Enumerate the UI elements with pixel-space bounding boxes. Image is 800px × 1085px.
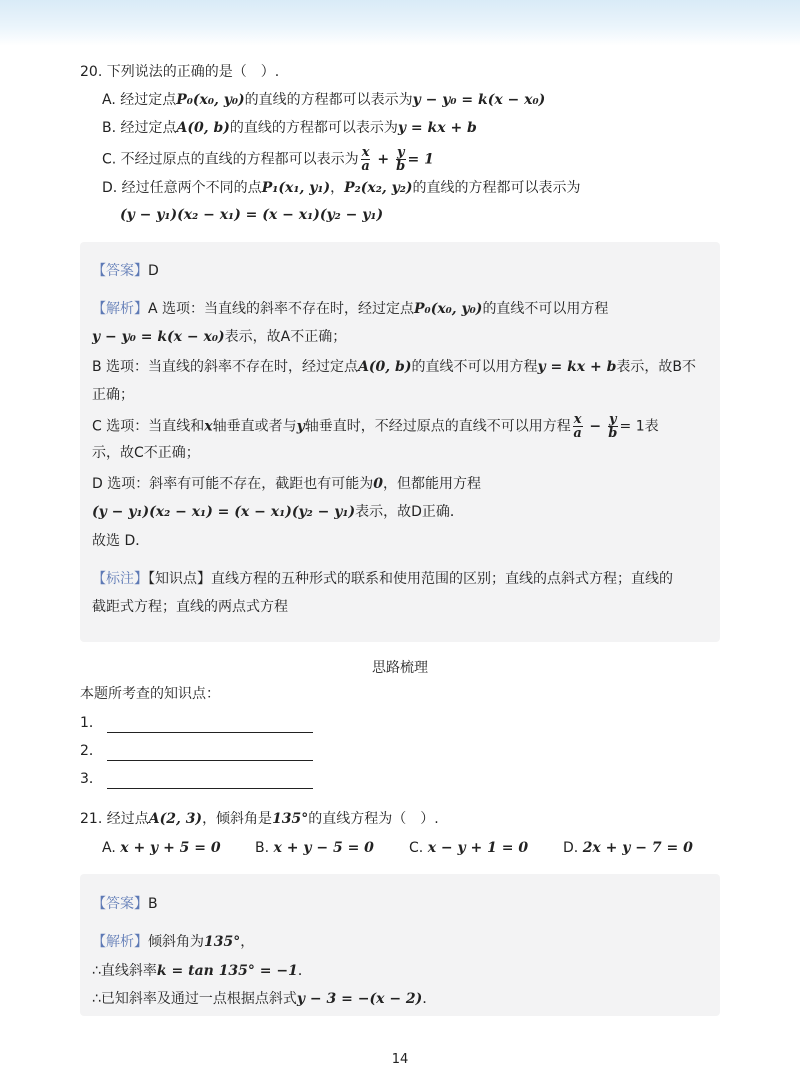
- q20-analysis-b-line2: 正确；: [92, 387, 134, 403]
- q20-conclusion: 故选 D．: [92, 533, 150, 549]
- q20-answer: 【答案】D: [92, 263, 159, 279]
- q21-analysis-line2: ∴直线斜率k = tan 135° = −1．: [92, 963, 312, 979]
- review-item-1: 1．: [80, 713, 313, 733]
- review-title: 思路梳理: [372, 660, 428, 676]
- q20-analysis-a-line1: 【解析】A 选项：当直线的斜率不存在时，经过定点P₀(x₀, y₀)的直线不可以用方程: [92, 301, 609, 317]
- q20-option-b: B. 经过定点A(0, b)的直线的方程都可以表示为y = kx + b: [102, 120, 477, 136]
- q20-analysis-c-line1: C 选项：当直线和x轴垂直或者与y轴垂直时，不经过原点的直线不可以用方程 $\frac{x}{a}$ − $\frac{y}{b}$ = 1表: [92, 412, 659, 441]
- q21-option-c: C. x − y + 1 = 0: [409, 840, 529, 856]
- fill-blank[interactable]: [107, 748, 313, 761]
- q20-note-line1: 【标注】【知识点】直线方程的五种形式的联系和使用范围的区别；直线的点斜式方程；直线的: [92, 571, 673, 587]
- q20-analysis-d-line2: (y − y₁)(x₂ − x₁) = (x − x₁)(y₂ − y₁)表示，故D正确．: [92, 504, 464, 520]
- review-item-2: 2．: [80, 741, 313, 761]
- q20-stem: 20. 下列说法的正确的是（ ）.: [80, 64, 280, 80]
- header-gradient-band: [0, 0, 800, 46]
- q21-option-b: B. x + y − 5 = 0: [255, 840, 374, 856]
- q21-option-d: D. 2x + y − 7 = 0: [563, 840, 693, 856]
- q20-option-d: D. 经过任意两个不同的点P₁(x₁, y₁)，P₂(x₂, y₂)的直线的方程都可以表示为: [102, 180, 581, 196]
- q20-note-line2: 截距式方程；直线的两点式方程: [92, 599, 288, 615]
- q21-analysis-line3: ∴已知斜率及通过一点根据点斜式y − 3 = −(x − 2)．: [92, 991, 437, 1007]
- page-number: 14: [391, 1052, 409, 1067]
- q20-option-d-equation: (y − y₁)(x₂ − x₁) = (x − x₁)(y₂ − y₁): [120, 207, 384, 223]
- fraction-y-over-b: $\frac{y}{b}$: [608, 412, 618, 441]
- q20-analysis-c-line2: 示，故C不正确；: [92, 445, 200, 461]
- q21-stem: 21. 经过点A(2, 3)，倾斜角是135°的直线方程为（ ）.: [80, 811, 439, 827]
- q21-analysis-line1: 【解析】倾斜角为135°，: [92, 934, 255, 950]
- fraction-x-over-a: $\frac{x}{a}$: [573, 412, 582, 441]
- q21-option-a: A. x + y + 5 = 0: [102, 840, 221, 856]
- fraction-x-over-a: $\frac{x}{a}$: [361, 145, 370, 174]
- fill-blank[interactable]: [107, 776, 313, 789]
- q20-analysis-b-line1: B 选项：当直线的斜率不存在时，经过定点A(0, b)的直线不可以用方程y = kx + b表示，故B不: [92, 359, 696, 375]
- review-intro: 本题所考查的知识点：: [80, 686, 220, 702]
- q20-option-c: C. 不经过原点的直线的方程都可以表示为 $\frac{x}{a}$ + $\frac{y}{b}$ = 1: [102, 145, 434, 174]
- fraction-y-over-b: $\frac{y}{b}$: [396, 145, 406, 174]
- review-item-3: 3．: [80, 769, 313, 789]
- fill-blank[interactable]: [107, 720, 313, 733]
- q20-option-a: A. 经过定点P₀(x₀, y₀)的直线的方程都可以表示为y − y₀ = k(x − x₀): [102, 92, 546, 108]
- q21-answer: 【答案】B: [92, 896, 158, 912]
- q20-analysis-a-line2: y − y₀ = k(x − x₀)表示，故A不正确；: [92, 329, 347, 345]
- q20-analysis-d-line1: D 选项：斜率有可能不存在，截距也有可能为0，但都能用方程: [92, 476, 481, 492]
